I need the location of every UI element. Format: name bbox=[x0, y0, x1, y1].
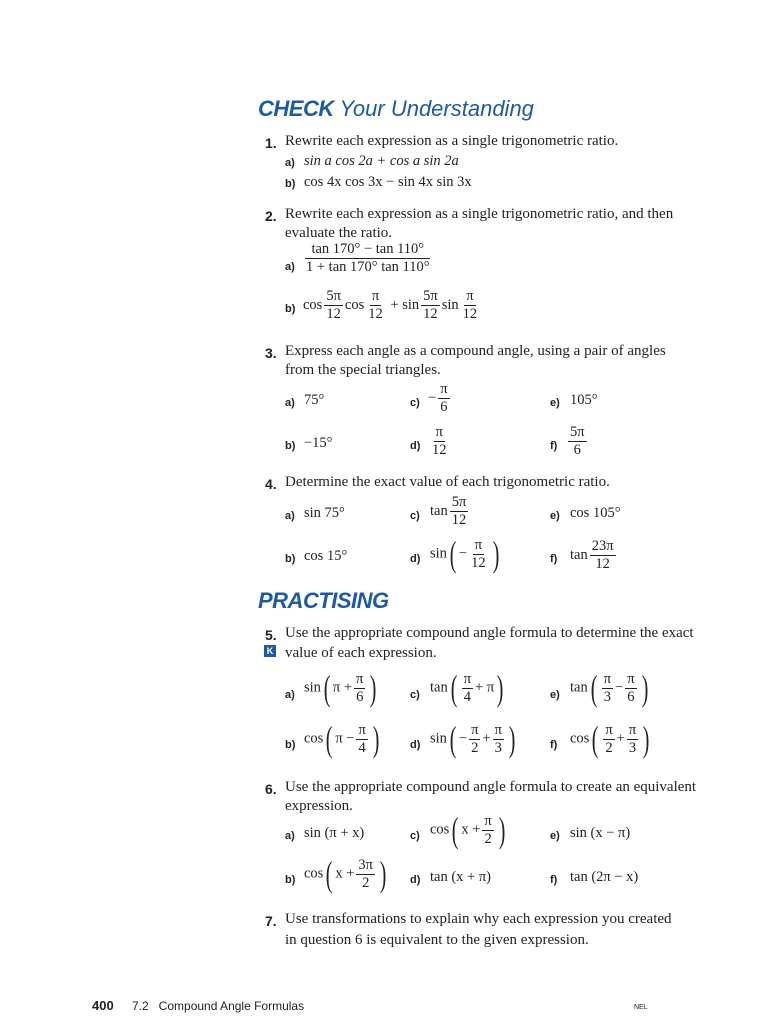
denominator: 12 bbox=[595, 556, 610, 572]
question-text: Use the appropriate compound angle formula to determine the exact bbox=[285, 625, 694, 641]
fraction bbox=[450, 494, 469, 529]
fraction bbox=[469, 722, 480, 757]
fn-sin: sin bbox=[441, 296, 459, 313]
fn-sin: sin bbox=[430, 545, 447, 562]
expression bbox=[304, 721, 382, 757]
question-number: 4. bbox=[265, 476, 277, 492]
denominator: 4 bbox=[463, 688, 471, 705]
denominator: 6 bbox=[573, 442, 581, 458]
fraction bbox=[603, 722, 614, 757]
fraction bbox=[356, 857, 375, 892]
denominator: 12 bbox=[423, 306, 438, 322]
operator: + bbox=[390, 296, 399, 313]
fn-cos: cos bbox=[303, 296, 323, 313]
expression bbox=[430, 812, 508, 848]
operator: + bbox=[616, 730, 625, 747]
question-number: 1. bbox=[265, 135, 277, 151]
part-label: a) bbox=[285, 830, 295, 842]
expression: 105° bbox=[570, 392, 598, 408]
knowledge-badge: K bbox=[264, 645, 276, 657]
question-text: value of each expression. bbox=[285, 645, 437, 661]
expression bbox=[302, 241, 434, 276]
section-heading-practising: PRACTISING bbox=[258, 588, 389, 613]
part-label: a) bbox=[285, 261, 295, 273]
expression bbox=[570, 538, 618, 573]
numerator: 5π bbox=[423, 288, 438, 304]
expression: cos 105° bbox=[570, 505, 621, 521]
denominator: 6 bbox=[440, 399, 448, 415]
fraction bbox=[461, 288, 480, 323]
fraction bbox=[493, 722, 504, 757]
fn-tan: tan bbox=[570, 546, 588, 563]
operator: − bbox=[615, 679, 624, 696]
part-label: d) bbox=[410, 553, 421, 565]
paren-open: ( bbox=[323, 668, 331, 708]
expression: cos 15° bbox=[304, 548, 348, 564]
section-heading-check bbox=[258, 96, 534, 122]
numerator: 3π bbox=[358, 856, 373, 873]
denominator: 3 bbox=[603, 688, 611, 705]
part-label: b) bbox=[285, 553, 296, 565]
part-label: f) bbox=[550, 874, 558, 886]
numerator: 23π bbox=[591, 538, 614, 554]
denominator: 2 bbox=[471, 739, 479, 756]
part-label: c) bbox=[410, 397, 420, 409]
expression bbox=[430, 494, 470, 529]
fraction bbox=[590, 538, 616, 573]
term: π − bbox=[335, 730, 355, 747]
fraction bbox=[627, 722, 638, 757]
question-text: Rewrite each expression as a single trigonometric ratio. bbox=[285, 133, 619, 149]
denominator: 12 bbox=[432, 442, 447, 458]
part-label: e) bbox=[550, 397, 560, 409]
fraction bbox=[438, 381, 449, 416]
part-label: f) bbox=[550, 739, 558, 751]
part-label: e) bbox=[550, 689, 560, 701]
question-number: 6. bbox=[265, 781, 277, 797]
denominator: 1 + tan 170° tan 110° bbox=[306, 259, 430, 275]
fraction bbox=[625, 671, 636, 706]
expression bbox=[570, 721, 652, 757]
numerator: π bbox=[471, 721, 479, 738]
denominator: 12 bbox=[326, 306, 341, 322]
numerator: π bbox=[605, 721, 613, 738]
fn-cos: cos bbox=[304, 730, 324, 747]
question-text: evaluate the ratio. bbox=[285, 225, 393, 241]
part-label: d) bbox=[410, 874, 421, 886]
expression bbox=[430, 670, 506, 706]
numerator: 5π bbox=[326, 288, 341, 304]
part-label: b) bbox=[285, 440, 296, 452]
question-number: 7. bbox=[265, 913, 277, 929]
fn-cos: cos bbox=[430, 821, 450, 838]
numerator: π bbox=[440, 381, 448, 397]
paren-open: ( bbox=[326, 854, 333, 894]
fraction bbox=[304, 241, 432, 276]
question-text: Use the appropriate compound angle formula to create an equivalent bbox=[285, 779, 697, 795]
part-label: a) bbox=[285, 689, 295, 701]
expression bbox=[428, 424, 451, 459]
question-text: Express each angle as a compound angle, using a pair of angles bbox=[285, 343, 666, 359]
publisher-mark: NEL bbox=[634, 1004, 648, 1011]
denominator: 2 bbox=[605, 739, 613, 756]
part-label: c) bbox=[410, 830, 420, 842]
expression: sin a cos 2a + cos a sin 2a bbox=[304, 153, 459, 169]
numerator: π bbox=[356, 670, 364, 687]
question-text: Use transformations to explain why each expression you created bbox=[285, 911, 672, 927]
expression bbox=[570, 670, 651, 706]
question-number: 2. bbox=[265, 208, 277, 224]
fraction bbox=[430, 424, 449, 459]
paren-close: ) bbox=[496, 668, 504, 708]
fraction bbox=[421, 288, 440, 323]
expression: tan (x + π) bbox=[430, 869, 491, 885]
expression: sin (x − π) bbox=[570, 825, 631, 841]
expression bbox=[303, 288, 481, 323]
heading-check-bold: CHECK bbox=[258, 96, 334, 121]
numerator: 5π bbox=[570, 424, 585, 440]
sign: − bbox=[458, 545, 468, 562]
expression: cos 4x cos 3x − sin 4x sin 3x bbox=[304, 174, 472, 190]
numerator: π bbox=[603, 670, 612, 687]
sign: − bbox=[458, 730, 468, 747]
paren-close: ) bbox=[642, 719, 650, 759]
question-text: from the special triangles. bbox=[285, 362, 441, 378]
section-title: 7.2 Compound Angle Formulas bbox=[132, 999, 305, 1013]
fn-tan: tan bbox=[430, 679, 448, 696]
fn-cos: cos bbox=[570, 730, 590, 747]
paren-open: ( bbox=[452, 810, 459, 850]
paren-open: ( bbox=[590, 668, 598, 708]
numerator: π bbox=[463, 670, 472, 687]
expression bbox=[566, 424, 589, 459]
term: π + bbox=[332, 679, 353, 696]
part-label: b) bbox=[285, 303, 296, 315]
part-label: e) bbox=[550, 830, 560, 842]
denominator: 12 bbox=[451, 512, 467, 528]
question-text: in question 6 is equivalent to the given expression. bbox=[285, 932, 589, 948]
denominator: 2 bbox=[362, 874, 370, 891]
fraction bbox=[568, 424, 587, 459]
part-label: a) bbox=[285, 397, 295, 409]
paren-open: ( bbox=[326, 719, 333, 759]
numerator: π bbox=[358, 721, 366, 738]
paren-open: ( bbox=[449, 534, 457, 574]
paren-close: ) bbox=[508, 719, 516, 759]
part-label: b) bbox=[285, 874, 296, 886]
expression: tan (2π − x) bbox=[570, 869, 639, 885]
denominator: 3 bbox=[628, 739, 637, 756]
part-label: f) bbox=[550, 440, 558, 452]
operator: + bbox=[482, 730, 491, 747]
numerator: π bbox=[371, 288, 380, 304]
term: + π bbox=[475, 679, 495, 696]
denominator: 2 bbox=[484, 830, 492, 847]
numerator: π bbox=[466, 288, 474, 304]
expression bbox=[304, 856, 389, 892]
fraction bbox=[366, 288, 385, 323]
part-label: c) bbox=[410, 689, 420, 701]
part-label: a) bbox=[285, 157, 295, 169]
expression bbox=[304, 670, 379, 706]
paren-open: ( bbox=[449, 719, 457, 759]
fraction bbox=[469, 537, 488, 572]
denominator: 4 bbox=[358, 739, 366, 756]
page-number: 400 bbox=[92, 998, 114, 1013]
expression: sin 75° bbox=[304, 505, 345, 521]
fraction bbox=[482, 813, 493, 848]
paren-open: ( bbox=[450, 668, 458, 708]
numerator: π bbox=[435, 424, 443, 440]
denominator: 12 bbox=[368, 306, 383, 322]
expression bbox=[430, 721, 518, 757]
fraction bbox=[602, 671, 613, 706]
paren-close: ) bbox=[641, 668, 648, 708]
fraction bbox=[356, 722, 367, 757]
expression: 75° bbox=[304, 392, 325, 408]
denominator: 12 bbox=[462, 306, 478, 322]
expression bbox=[430, 536, 502, 572]
expression: −15° bbox=[304, 435, 333, 451]
fraction bbox=[354, 671, 365, 706]
fn-sin: sin bbox=[402, 296, 420, 313]
numerator: tan 170° − tan 110° bbox=[305, 241, 430, 259]
term: x + bbox=[461, 821, 481, 838]
paren-close: ) bbox=[372, 719, 380, 759]
question-text: expression. bbox=[285, 798, 353, 814]
numerator: π bbox=[484, 812, 492, 829]
part-label: d) bbox=[410, 739, 421, 751]
numerator: π bbox=[474, 536, 483, 553]
fn-tan: tan bbox=[570, 679, 588, 696]
part-label: d) bbox=[410, 440, 421, 452]
numerator: π bbox=[628, 721, 637, 738]
fn-sin: sin bbox=[304, 679, 321, 696]
fn-cos: cos bbox=[304, 865, 324, 882]
question-number: 3. bbox=[265, 345, 277, 361]
term: x + bbox=[335, 865, 355, 882]
part-label: b) bbox=[285, 178, 296, 190]
fn-cos: cos bbox=[344, 296, 365, 313]
paren-close: ) bbox=[498, 810, 506, 850]
part-label: a) bbox=[285, 510, 295, 522]
numerator: π bbox=[627, 670, 635, 687]
paren-close: ) bbox=[370, 668, 377, 708]
question-text: Rewrite each expression as a single trigonometric ratio, and then bbox=[285, 206, 674, 222]
part-label: c) bbox=[410, 510, 420, 522]
fn-sin: sin bbox=[430, 730, 447, 747]
part-label: b) bbox=[285, 739, 296, 751]
fraction bbox=[324, 288, 343, 323]
fraction bbox=[462, 671, 473, 706]
heading-check-rest: Your Understanding bbox=[339, 96, 534, 121]
paren-close: ) bbox=[492, 534, 499, 574]
expression: sin (π + x) bbox=[304, 825, 365, 841]
numerator: 5π bbox=[451, 494, 467, 510]
denominator: 3 bbox=[494, 739, 502, 756]
part-label: e) bbox=[550, 510, 560, 522]
part-label: f) bbox=[550, 553, 558, 565]
denominator: 6 bbox=[356, 688, 364, 705]
denominator: 12 bbox=[471, 554, 486, 571]
paren-open: ( bbox=[592, 719, 599, 759]
question-number: 5. bbox=[265, 627, 277, 643]
expression bbox=[428, 381, 452, 416]
denominator: 6 bbox=[627, 688, 635, 705]
fn-tan: tan bbox=[430, 502, 448, 519]
question-text: Determine the exact value of each trigonometric ratio. bbox=[285, 474, 610, 490]
paren-close: ) bbox=[379, 854, 387, 894]
numerator: π bbox=[494, 721, 502, 738]
sign: − bbox=[428, 389, 437, 406]
